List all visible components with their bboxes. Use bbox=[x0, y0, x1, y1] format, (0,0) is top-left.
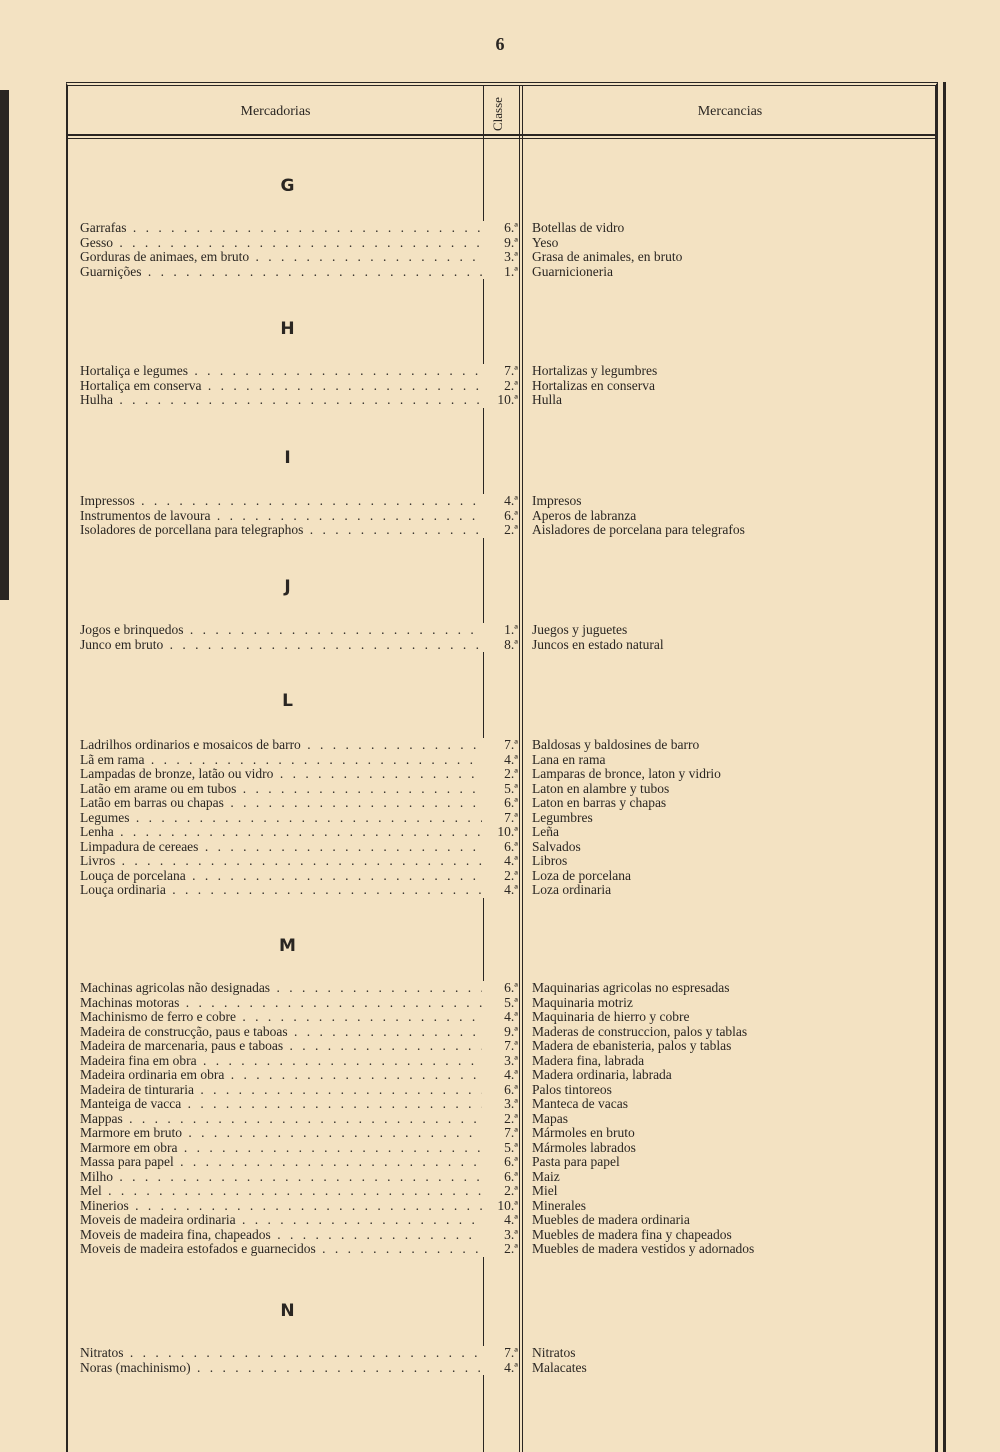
table-row bbox=[80, 840, 930, 855]
mercadoria-text: Machinas motoras bbox=[80, 995, 180, 1010]
classe-cell: 7.ª bbox=[482, 1039, 518, 1054]
mercadoria-cell bbox=[80, 738, 482, 753]
mercancia-cell: Mapas bbox=[532, 1110, 568, 1126]
mercadoria-text: Madeira fina em obra bbox=[80, 1053, 197, 1068]
mercadoria-cell bbox=[80, 1010, 482, 1025]
mercadoria-text: Hulha bbox=[80, 393, 113, 407]
table-row bbox=[80, 1039, 930, 1054]
mercancia-cell: Libros bbox=[532, 853, 568, 868]
table-row bbox=[80, 393, 930, 408]
header-classe: Classe bbox=[490, 97, 505, 131]
classe-cell: 6.ª bbox=[482, 1083, 518, 1098]
mercadoria-cell bbox=[80, 1242, 482, 1257]
mercancia-cell: Yeso bbox=[532, 234, 559, 250]
table-row bbox=[80, 1184, 930, 1199]
classe-cell: 2.ª bbox=[482, 767, 518, 782]
classe-cell: 7.ª bbox=[482, 1126, 518, 1141]
mercadoria-cell bbox=[80, 393, 482, 408]
mercadoria-text: Machinas agricolas não designadas bbox=[80, 981, 271, 995]
mercadoria-cell bbox=[80, 1361, 482, 1376]
mercadoria-text: Garrafas bbox=[80, 221, 127, 235]
table-row bbox=[80, 1213, 930, 1228]
mercancia-cell: Laton en alambre y tubos bbox=[532, 780, 670, 796]
table-row bbox=[80, 364, 930, 379]
mercadoria-text: Guarnições bbox=[80, 264, 142, 279]
classe-cell: 10.ª bbox=[482, 825, 518, 840]
mercadoria-text: Legumes bbox=[80, 810, 130, 825]
mercadoria-cell bbox=[80, 221, 482, 236]
table-row bbox=[80, 767, 930, 782]
mercadoria-cell bbox=[80, 1112, 482, 1127]
mercadoria-text: Manteiga de vacca bbox=[80, 1097, 182, 1111]
mercadoria-text: Moveis de madeira fina, chapeados bbox=[80, 1227, 271, 1242]
mercadoria-cell bbox=[80, 854, 482, 869]
mercadoria-cell bbox=[80, 883, 482, 898]
table-row bbox=[80, 1199, 930, 1214]
mercadoria-cell bbox=[80, 509, 482, 524]
table-row bbox=[80, 494, 930, 509]
mercancia-cell: Hortalizas y legumbres bbox=[532, 363, 658, 378]
section-letter: G bbox=[280, 176, 295, 196]
classe-cell: 2.ª bbox=[482, 1184, 518, 1199]
mercadoria-cell bbox=[80, 364, 482, 379]
mercadoria-text: Moveis de madeira ordinaria bbox=[80, 1213, 236, 1227]
classe-cell: 7.ª bbox=[482, 811, 518, 826]
classe-cell: 6.ª bbox=[482, 981, 518, 996]
mercadoria-text: Lampadas de bronze, latão ou vidro bbox=[80, 767, 274, 781]
table-row bbox=[80, 1346, 930, 1361]
section-letter: N bbox=[280, 1301, 295, 1321]
mercadoria-text: Marmore em obra bbox=[80, 1140, 178, 1155]
mercadoria-cell bbox=[80, 1054, 482, 1069]
classe-cell: 2.ª bbox=[482, 1242, 518, 1257]
mercadoria-cell bbox=[80, 840, 482, 855]
section-letter: I bbox=[284, 448, 291, 468]
mercadoria-text: Mappas bbox=[80, 1111, 123, 1126]
table-row bbox=[80, 1141, 930, 1156]
mercadoria-text: Hortaliça em conserva bbox=[80, 378, 202, 393]
mercancia-cell: Madera fina, labrada bbox=[532, 1052, 645, 1068]
section-letter: J bbox=[284, 577, 291, 597]
mercancia-cell: Lana en rama bbox=[532, 751, 606, 767]
mercancia-cell: Hulla bbox=[532, 392, 562, 407]
mercadoria-cell bbox=[80, 379, 482, 394]
table-row bbox=[80, 509, 930, 524]
mercancia-cell: Hortalizas en conserva bbox=[532, 377, 655, 393]
mercancia-cell: Leña bbox=[532, 824, 559, 839]
table-row bbox=[80, 638, 930, 653]
table-row bbox=[80, 1242, 930, 1257]
mercadoria-cell bbox=[80, 1213, 482, 1228]
mercancia-cell: Juegos y juguetes bbox=[532, 622, 628, 637]
tariff-table bbox=[66, 82, 938, 1452]
mercadoria-text: Madeira ordinaria em obra bbox=[80, 1068, 225, 1082]
table-row bbox=[80, 1068, 930, 1083]
mercancia-cell: Botellas de vidro bbox=[532, 220, 625, 235]
table-row bbox=[80, 379, 930, 394]
mercadoria-text: Madeira de construcção, paus e taboas bbox=[80, 1024, 288, 1039]
classe-cell: 3.ª bbox=[482, 250, 518, 265]
mercancia-cell: Miel bbox=[532, 1183, 558, 1198]
mercadoria-cell bbox=[80, 1039, 482, 1054]
mercadoria-text: Isoladores de porcellana para telegraphos bbox=[80, 523, 304, 537]
mercadoria-cell bbox=[80, 250, 482, 265]
table-row bbox=[80, 221, 930, 236]
classe-cell: 6.ª bbox=[482, 221, 518, 236]
mercancia-cell: Juncos en estado natural bbox=[532, 636, 664, 652]
classe-cell: 1.ª bbox=[482, 623, 518, 638]
mercadoria-cell bbox=[80, 265, 482, 280]
header-mercadorias: Mercadorias bbox=[240, 104, 311, 119]
mercadoria-text: Nitratos bbox=[80, 1346, 124, 1360]
mercadoria-text: Lenha bbox=[80, 825, 114, 839]
page-number: 6 bbox=[495, 34, 505, 54]
mercancia-cell: Aisladores de porcelana para telegrafos bbox=[532, 522, 745, 537]
classe-cell: 9.ª bbox=[482, 1025, 518, 1040]
classe-cell: 10.ª bbox=[482, 1199, 518, 1214]
mercadoria-text: Jogos e brinquedos bbox=[80, 623, 184, 637]
mercadoria-cell bbox=[80, 811, 482, 826]
mercadoria-text: Gesso bbox=[80, 235, 113, 250]
mercadoria-text: Louça de porcelana bbox=[80, 868, 186, 883]
classe-cell: 2.ª bbox=[482, 869, 518, 884]
table-row bbox=[80, 236, 930, 251]
mercancia-cell: Muebles de madera fina y chapeados bbox=[532, 1226, 732, 1242]
header-mercancias: Mercancias bbox=[697, 104, 763, 119]
classe-cell: 4.ª bbox=[482, 494, 518, 509]
mercadoria-cell bbox=[80, 782, 482, 797]
mercancia-cell: Madera ordinaria, labrada bbox=[532, 1067, 672, 1082]
mercadoria-cell bbox=[80, 996, 482, 1011]
mercadoria-cell bbox=[80, 523, 482, 538]
table-row bbox=[80, 1126, 930, 1141]
mercancia-cell: Maiz bbox=[532, 1168, 560, 1184]
mercancia-cell: Mármoles labrados bbox=[532, 1139, 636, 1155]
table-row bbox=[80, 869, 930, 884]
mercadoria-cell bbox=[80, 1025, 482, 1040]
mercancia-cell: Muebles de madera vestidos y adornados bbox=[532, 1241, 755, 1256]
table-row bbox=[80, 738, 930, 753]
mercadoria-text: Lã em rama bbox=[80, 752, 145, 767]
classe-cell: 2.ª bbox=[482, 379, 518, 394]
mercancia-cell: Aperos de labranza bbox=[532, 507, 637, 523]
mercancia-cell: Guarnicioneria bbox=[532, 263, 613, 279]
mercadoria-text: Madeira de marcenaria, paus e taboas bbox=[80, 1039, 284, 1053]
mercadoria-cell bbox=[80, 869, 482, 884]
mercadoria-text: Latão em barras ou chapas bbox=[80, 796, 224, 810]
classe-cell: 4.ª bbox=[482, 1068, 518, 1083]
classe-cell: 4.ª bbox=[482, 1361, 518, 1376]
classe-cell: 10.ª bbox=[482, 393, 518, 408]
mercadoria-cell bbox=[80, 753, 482, 768]
mercancia-cell: Grasa de animales, en bruto bbox=[532, 249, 683, 264]
mercadoria-text: Impressos bbox=[80, 494, 135, 508]
mercadoria-cell bbox=[80, 1155, 482, 1170]
classe-cell: 2.ª bbox=[482, 523, 518, 538]
mercadoria-cell bbox=[80, 1170, 482, 1185]
mercancia-cell: Manteca de vacas bbox=[532, 1096, 628, 1111]
table-row bbox=[80, 1228, 930, 1243]
classe-cell: 4.ª bbox=[482, 854, 518, 869]
classe-cell: 3.ª bbox=[482, 1054, 518, 1069]
section-letter: L bbox=[282, 691, 293, 711]
mercadoria-text: Instrumentos de lavoura bbox=[80, 508, 211, 523]
mercancia-cell: Nitratos bbox=[532, 1345, 576, 1360]
classe-cell: 6.ª bbox=[482, 796, 518, 811]
table-row bbox=[80, 265, 930, 280]
table-row bbox=[80, 825, 930, 840]
mercadoria-cell bbox=[80, 1141, 482, 1156]
margin-bar bbox=[0, 90, 9, 600]
mercancia-cell: Mármoles en bruto bbox=[532, 1125, 635, 1140]
mercadoria-text: Junco em bruto bbox=[80, 637, 164, 652]
mercadoria-text: Minerios bbox=[80, 1198, 129, 1213]
mercadoria-text: Massa para papel bbox=[80, 1155, 174, 1169]
mercancia-cell: Laton en barras y chapas bbox=[532, 795, 667, 810]
mercadoria-text: Mel bbox=[80, 1184, 102, 1198]
outer-border-right bbox=[943, 82, 946, 1452]
mercadoria-cell bbox=[80, 825, 482, 840]
table-row bbox=[80, 854, 930, 869]
table-row bbox=[80, 1054, 930, 1069]
table-row bbox=[80, 523, 930, 538]
mercancia-cell: Madera de ebanisteria, palos y tablas bbox=[532, 1038, 732, 1053]
mercadoria-text: Milho bbox=[80, 1169, 114, 1184]
classe-cell: 2.ª bbox=[482, 1112, 518, 1127]
mercadoria-text: Gorduras de animaes, em bruto bbox=[80, 250, 250, 264]
table-row bbox=[80, 1097, 930, 1112]
classe-cell: 7.ª bbox=[482, 364, 518, 379]
classe-cell: 9.ª bbox=[482, 236, 518, 251]
table-row bbox=[80, 883, 930, 898]
table-row bbox=[80, 1083, 930, 1098]
header-rule bbox=[68, 134, 935, 136]
mercadoria-cell bbox=[80, 981, 482, 996]
mercadoria-cell bbox=[80, 1083, 482, 1098]
mercancia-cell: Maquinaria de hierro y cobre bbox=[532, 1009, 690, 1024]
mercadoria-text: Hortaliça e legumes bbox=[80, 364, 188, 378]
mercancia-cell: Muebles de madera ordinaria bbox=[532, 1212, 690, 1227]
table-row bbox=[80, 782, 930, 797]
mercancia-cell: Palos tintoreos bbox=[532, 1081, 612, 1097]
mercadoria-cell bbox=[80, 1068, 482, 1083]
table-row bbox=[80, 996, 930, 1011]
mercancia-cell: Maquinarias agricolas no espresadas bbox=[532, 980, 730, 995]
table-row bbox=[80, 796, 930, 811]
table-row bbox=[80, 1155, 930, 1170]
mercadoria-text: Limpadura de cereaes bbox=[80, 839, 199, 854]
mercadoria-cell bbox=[80, 1097, 482, 1112]
classe-cell: 5.ª bbox=[482, 1141, 518, 1156]
mercadoria-text: Latão em arame ou em tubos bbox=[80, 781, 237, 796]
mercadoria-cell bbox=[80, 1184, 482, 1199]
table-row bbox=[80, 1170, 930, 1185]
table-row bbox=[80, 1025, 930, 1040]
classe-cell: 3.ª bbox=[482, 1228, 518, 1243]
classe-cell: 7.ª bbox=[482, 738, 518, 753]
classe-cell: 4.ª bbox=[482, 883, 518, 898]
mercadoria-cell bbox=[80, 767, 482, 782]
mercadoria-cell bbox=[80, 796, 482, 811]
mercadoria-text: Noras (machinismo) bbox=[80, 1360, 191, 1375]
mercadoria-text: Louça ordinaria bbox=[80, 883, 166, 897]
section-letter: H bbox=[280, 319, 295, 339]
classe-cell: 5.ª bbox=[482, 782, 518, 797]
classe-cell: 8.ª bbox=[482, 638, 518, 653]
table-row bbox=[80, 981, 930, 996]
mercadoria-cell bbox=[80, 623, 482, 638]
classe-cell: 5.ª bbox=[482, 996, 518, 1011]
mercancia-cell: Maderas de construccion, palos y tablas bbox=[532, 1023, 748, 1039]
mercancia-cell: Minerales bbox=[532, 1197, 586, 1213]
mercancia-cell: Legumbres bbox=[532, 809, 593, 825]
mercadoria-cell bbox=[80, 638, 482, 653]
mercadoria-text: Livros bbox=[80, 854, 116, 868]
mercancia-cell: Pasta para papel bbox=[532, 1154, 620, 1169]
classe-cell: 4.ª bbox=[482, 1010, 518, 1025]
mercadoria-text: Ladrilhos ordinarios e mosaicos de barro bbox=[80, 738, 301, 752]
table-row bbox=[80, 1010, 930, 1025]
mercadoria-cell bbox=[80, 1126, 482, 1141]
mercancia-cell: Baldosas y baldosines de barro bbox=[532, 737, 700, 752]
mercadoria-cell bbox=[80, 1199, 482, 1214]
table-row bbox=[80, 1361, 930, 1376]
mercadoria-cell bbox=[80, 494, 482, 509]
classe-cell: 6.ª bbox=[482, 1155, 518, 1170]
classe-cell: 3.ª bbox=[482, 1097, 518, 1112]
classe-cell: 4.ª bbox=[482, 1213, 518, 1228]
classe-cell: 4.ª bbox=[482, 753, 518, 768]
mercadoria-cell bbox=[80, 1228, 482, 1243]
classe-cell: 7.ª bbox=[482, 1346, 518, 1361]
header-rule bbox=[68, 138, 935, 139]
table-row bbox=[80, 811, 930, 826]
section-letter: M bbox=[279, 936, 296, 956]
mercancia-cell: Loza ordinaria bbox=[532, 882, 612, 897]
mercadoria-text: Madeira de tinturaria bbox=[80, 1082, 194, 1097]
mercadoria-text: Marmore em bruto bbox=[80, 1126, 182, 1140]
mercadoria-cell bbox=[80, 236, 482, 251]
table-row bbox=[80, 753, 930, 768]
mercadoria-text: Moveis de madeira estofados e guarnecidos bbox=[80, 1242, 316, 1256]
table-row bbox=[80, 250, 930, 265]
classe-cell: 1.ª bbox=[482, 265, 518, 280]
classe-cell: 6.ª bbox=[482, 840, 518, 855]
classe-cell: 6.ª bbox=[482, 1170, 518, 1185]
mercancia-cell: Maquinaria motriz bbox=[532, 994, 633, 1010]
mercadoria-text: Machinismo de ferro e cobre bbox=[80, 1010, 236, 1024]
mercancia-cell: Impresos bbox=[532, 493, 582, 508]
mercancia-cell: Malacates bbox=[532, 1359, 587, 1375]
table-row bbox=[80, 623, 930, 638]
mercadoria-cell bbox=[80, 1346, 482, 1361]
table-row bbox=[80, 1112, 930, 1127]
mercancia-cell: Lamparas de bronce, laton y vidrio bbox=[532, 766, 721, 781]
mercancia-cell: Salvados bbox=[532, 838, 581, 854]
classe-cell: 6.ª bbox=[482, 509, 518, 524]
mercancia-cell: Loza de porcelana bbox=[532, 867, 631, 883]
